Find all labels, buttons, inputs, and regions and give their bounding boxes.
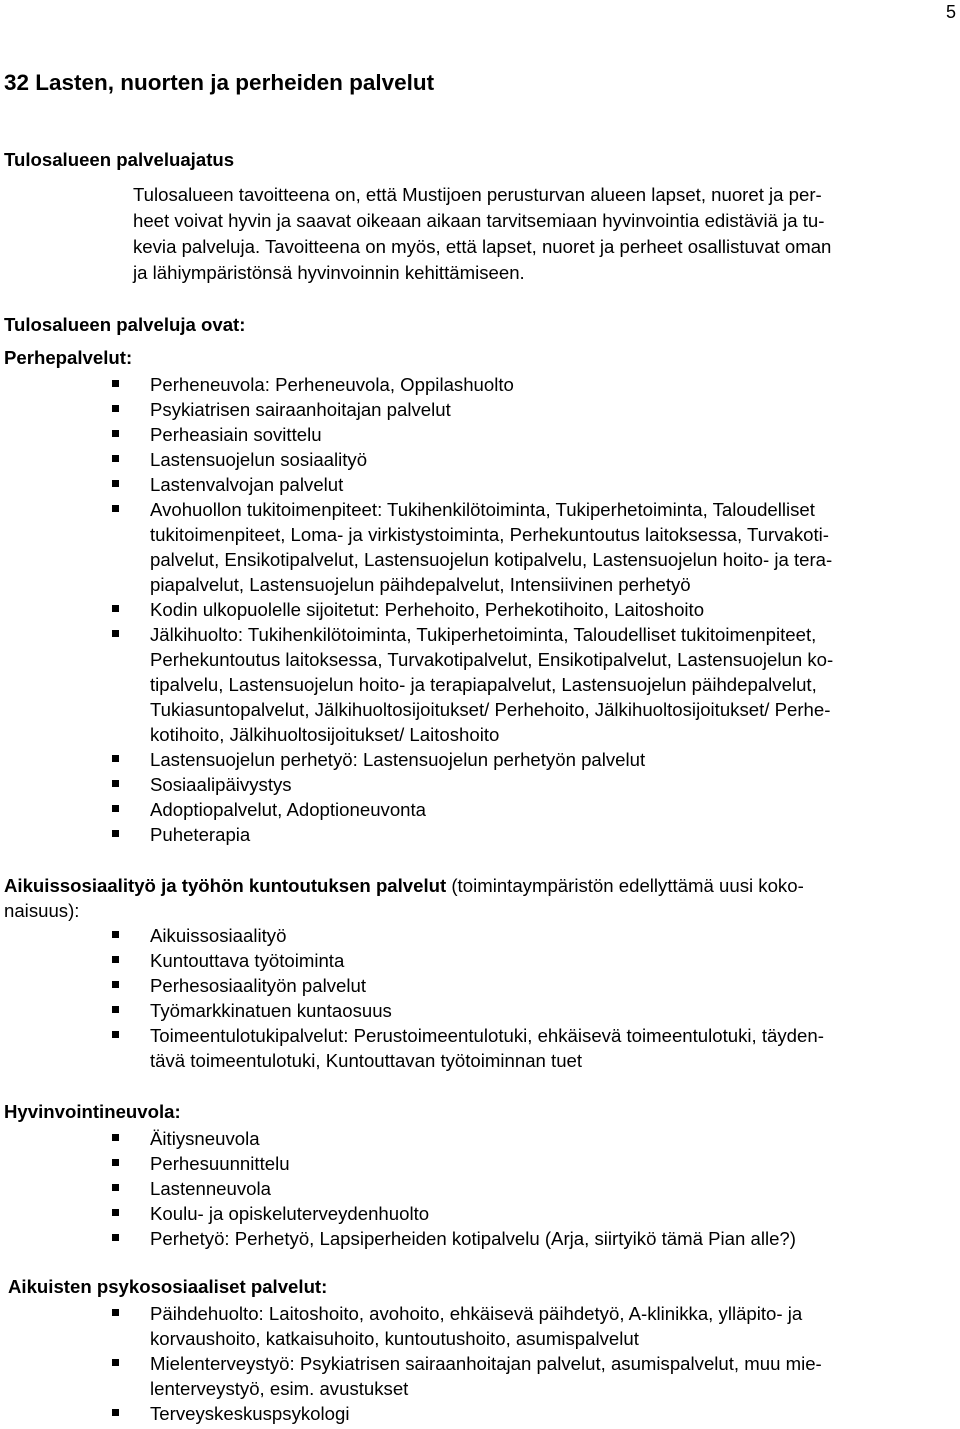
intro-line: ja lähiympäristönsä hyvinvoinnin kehittämiseen. — [133, 262, 525, 283]
bullet-square-icon — [112, 1134, 119, 1141]
list-item-line: Lastenvalvojan palvelut — [150, 474, 344, 495]
list-item — [4, 998, 952, 1023]
bullet-square-icon — [112, 956, 119, 963]
list-item-line: kotihoito, Jälkihuoltosijoitukset/ Laitoshoito — [150, 724, 500, 745]
list-item — [4, 597, 952, 622]
hyvinvointineuvola-list — [4, 1126, 952, 1251]
list-item-line: tävä toimeentulotuki, Kuntouttavan työtoiminnan tuet — [150, 1050, 583, 1071]
bullet-square-icon — [112, 405, 119, 412]
aikuissosiaalityo-heading-bold: Aikuissosiaalityö ja työhön kuntoutuksen palvelut — [4, 875, 447, 896]
bullet-square-icon — [112, 1209, 119, 1216]
list-item — [4, 948, 952, 973]
perhepalvelut-list — [4, 372, 952, 847]
psykososiaaliset-list — [4, 1301, 956, 1426]
bullet-square-icon — [112, 1006, 119, 1013]
list-item-line: lenterveystyö, esim. avustukset — [150, 1378, 409, 1399]
bullet-square-icon — [112, 780, 119, 787]
palveluja-heading: Tulosalueen palveluja ovat: — [4, 314, 246, 335]
bullet-square-icon — [112, 1359, 119, 1366]
page-title: 32 Lasten, nuorten ja perheiden palvelut — [4, 70, 435, 95]
list-item-line: Avohuollon tukitoimenpiteet: Tukihenkilötoiminta, Tukiperhetoiminta, Taloudelliset — [150, 499, 815, 520]
bullet-square-icon — [112, 630, 119, 637]
list-item-line: korvaushoito, katkaisuhoito, kuntoutushoito, asumispalvelut — [150, 1328, 639, 1349]
list-item — [4, 397, 952, 422]
bullet-square-icon — [112, 1184, 119, 1191]
bullet-square-icon — [112, 1409, 119, 1416]
list-item — [4, 797, 952, 822]
list-item — [4, 372, 952, 397]
list-item — [4, 1226, 952, 1251]
bullet-square-icon — [112, 931, 119, 938]
intro-line: kevia palveluja. Tavoitteena on myös, että lapset, nuoret ja perheet osallistuvat oman — [133, 236, 832, 257]
bullet-square-icon — [112, 755, 119, 762]
hyvinvointineuvola-heading: Hyvinvointineuvola: — [4, 1101, 181, 1122]
list-item — [4, 772, 952, 797]
list-item-line: Perhekuntoutus laitoksessa, Turvakotipalvelut, Ensikotipalvelut, Lastensuojelun ko- — [150, 649, 834, 670]
list-item — [4, 747, 952, 772]
bullet-square-icon — [112, 505, 119, 512]
bullet-square-icon — [112, 1309, 119, 1316]
list-item-line: Aikuissosiaalityö — [150, 925, 287, 946]
list-item — [4, 822, 952, 847]
list-item — [4, 1151, 952, 1176]
aikuissosiaalityo-heading — [4, 873, 952, 898]
list-item-line: Perhesuunnittelu — [150, 1153, 290, 1174]
bullet-square-icon — [112, 1159, 119, 1166]
list-item — [4, 422, 952, 447]
list-item-line: Lastenneuvola — [150, 1178, 271, 1199]
list-item — [4, 622, 952, 747]
bullet-square-icon — [112, 830, 119, 837]
list-item — [4, 447, 952, 472]
palveluajatus-text — [133, 182, 958, 286]
list-item-line: Kuntouttava työtoiminta — [150, 950, 345, 971]
list-item-line: Perheneuvola: Perheneuvola, Oppilashuolto — [150, 374, 514, 395]
list-item — [4, 1201, 952, 1226]
list-item — [4, 1023, 952, 1073]
bullet-square-icon — [112, 1234, 119, 1241]
list-item-line: Terveyskeskuspsykologi — [150, 1403, 350, 1424]
list-item-line: Työmarkkinatuen kuntaosuus — [150, 1000, 392, 1021]
psykososiaaliset-section — [8, 1274, 956, 1426]
list-item-line: Puheterapia — [150, 824, 251, 845]
list-item — [4, 973, 952, 998]
hyvinvointineuvola-section — [4, 1099, 952, 1251]
intro-line: Tulosalueen tavoitteena on, että Mustijoen perusturvan alueen lapset, nuoret ja per- — [133, 184, 822, 205]
bullet-square-icon — [112, 805, 119, 812]
list-item-line: piapalvelut, Lastensuojelun päihdepalvelut, Intensiivinen perhetyö — [150, 574, 691, 595]
perhepalvelut-heading: Perhepalvelut: — [4, 347, 133, 368]
aikuissosiaalityo-section — [4, 873, 952, 1073]
bullet-square-icon — [112, 455, 119, 462]
palveluajatus-heading: Tulosalueen palveluajatus — [4, 149, 235, 170]
list-item-line: Lastensuojelun perhetyö: Lastensuojelun perhetyön palvelut — [150, 749, 646, 770]
bullet-square-icon — [112, 380, 119, 387]
list-item-line: Adoptiopalvelut, Adoptioneuvonta — [150, 799, 427, 820]
list-item — [4, 1401, 956, 1426]
bullet-square-icon — [112, 981, 119, 988]
list-item — [4, 472, 952, 497]
list-item-line: Perheasiain sovittelu — [150, 424, 322, 445]
list-item — [4, 923, 952, 948]
bullet-square-icon — [112, 430, 119, 437]
list-item-line: Psykiatrisen sairaanhoitajan palvelut — [150, 399, 451, 420]
intro-line: heet voivat hyvin ja saavat oikeaan aikaan tarvitsemiaan hyvinvointia edistäviä ja tu- — [133, 210, 825, 231]
list-item-line: Toimeentulotukipalvelut: Perustoimeentulotuki, ehkäisevä toimeentulotuki, täyden- — [150, 1025, 824, 1046]
list-item-line: Perhesosiaalityön palvelut — [150, 975, 367, 996]
list-item — [4, 1126, 952, 1151]
aikuissosiaalityo-heading-note: (toimintaympäristön edellyttämä uusi koko- — [446, 875, 804, 896]
list-item — [4, 1351, 956, 1401]
list-item-line: Koulu- ja opiskeluterveydenhuolto — [150, 1203, 430, 1224]
list-item-line: Tukiasuntopalvelut, Jälkihuoltosijoitukset/ Perhehoito, Jälkihuoltosijoitukset/ Perhe- — [150, 699, 831, 720]
list-item-line: Jälkihuolto: Tukihenkilötoiminta, Tukiperhetoiminta, Taloudelliset tukitoimenpiteet, — [150, 624, 817, 645]
list-item-line: Kodin ulkopuolelle sijoitetut: Perhehoito, Perhekotihoito, Laitoshoito — [150, 599, 705, 620]
psykososiaaliset-heading: Aikuisten psykososiaaliset palvelut: — [8, 1276, 328, 1297]
perhepalvelut-section — [4, 345, 952, 847]
list-item-line: Sosiaalipäivystys — [150, 774, 292, 795]
list-item — [4, 497, 952, 597]
list-item-line: Perhetyö: Perhetyö, Lapsiperheiden kotipalvelu (Arja, siirtyikö tämä Pian alle?) — [150, 1228, 796, 1249]
list-item-line: tipalvelu, Lastensuojelun hoito- ja terapiapalvelut, Lastensuojelun päihdepalvelut, — [150, 674, 817, 695]
list-item — [4, 1301, 956, 1351]
list-item-line: Päihdehuolto: Laitoshoito, avohoito, ehkäisevä päihdetyö, A-klinikka, ylläpito- ja — [150, 1303, 803, 1324]
list-item-line: palvelut, Ensikotipalvelut, Lastensuojelun kotipalvelu, Lastensuojelun hoito- ja tera- — [150, 549, 833, 570]
bullet-square-icon — [112, 605, 119, 612]
aikuissosiaalityo-heading-cont: naisuus): — [4, 900, 80, 921]
list-item-line: Lastensuojelun sosiaalityö — [150, 449, 368, 470]
page-number: 5 — [945, 2, 956, 22]
bullet-square-icon — [112, 1031, 119, 1038]
aikuissosiaalityo-list — [4, 923, 952, 1073]
list-item-line: tukitoimenpiteet, Loma- ja virkistystoiminta, Perhekuntoutus laitoksessa, Turvakoti- — [150, 524, 829, 545]
bullet-square-icon — [112, 480, 119, 487]
list-item — [4, 1176, 952, 1201]
list-item-line: Äitiysneuvola — [150, 1128, 260, 1149]
list-item-line: Mielenterveystyö: Psykiatrisen sairaanhoitajan palvelut, asumispalvelut, muu mie- — [150, 1353, 822, 1374]
